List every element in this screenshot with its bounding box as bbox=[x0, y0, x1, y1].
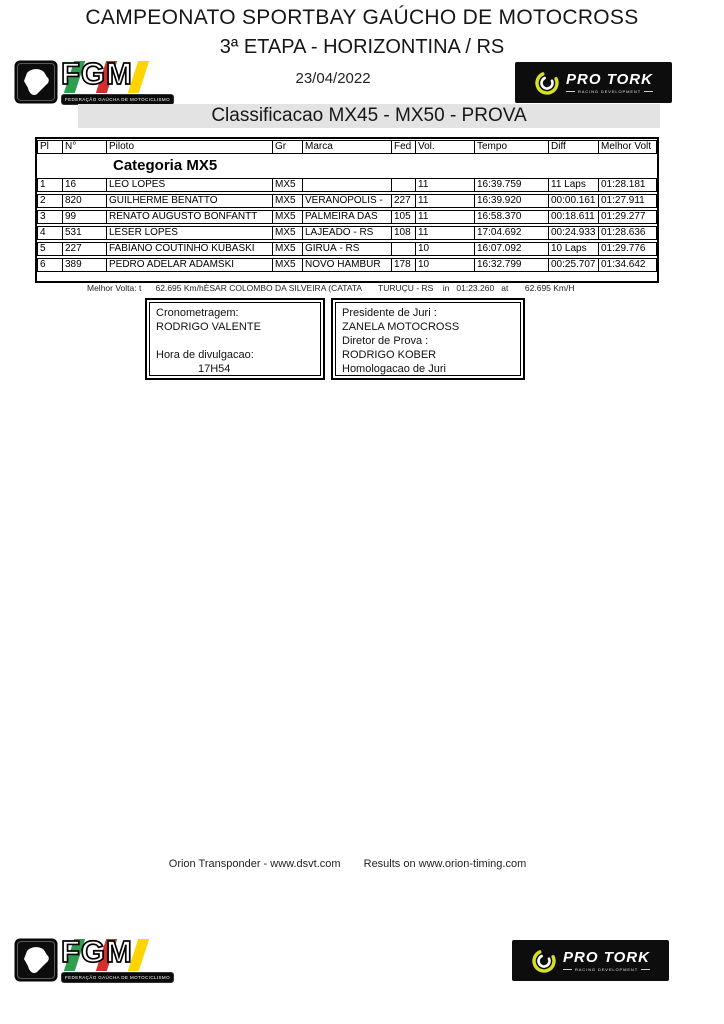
cell-vol: 11 bbox=[416, 210, 475, 224]
jury-president-label: Presidente de Juri : bbox=[342, 307, 437, 319]
jury-info-box bbox=[331, 298, 525, 380]
cell-pl: 5 bbox=[37, 242, 63, 256]
fgm-wordmark: FGM bbox=[61, 56, 133, 91]
event-date: 23/04/2022 bbox=[295, 70, 371, 87]
result-row bbox=[37, 242, 657, 256]
cell-number: 99 bbox=[63, 210, 107, 224]
cell-tempo: 17:04.692 bbox=[475, 226, 549, 240]
result-row bbox=[37, 258, 657, 272]
cell-tempo: 16:39.759 bbox=[475, 178, 549, 192]
page-subtitle: 3ª ETAPA - HORIZONTINA / RS bbox=[219, 36, 505, 58]
tagline-rule-left bbox=[563, 969, 572, 970]
cell-piloto: LEO LOPES bbox=[107, 178, 273, 192]
cell-number: 820 bbox=[63, 194, 107, 208]
cell-diff: 00:25.707 bbox=[549, 258, 599, 272]
cell-fed: 108 bbox=[392, 226, 416, 240]
cell-piloto: RENATO AUGUSTO BONFANTT bbox=[107, 210, 273, 224]
protork-wordmark: PRO TORK bbox=[563, 948, 650, 966]
fgm-logo-bottom bbox=[14, 934, 170, 986]
fgm-state-map-icon bbox=[14, 60, 58, 104]
protork-logo-bottom bbox=[512, 940, 669, 981]
cell-diff: 11 Laps bbox=[549, 178, 599, 192]
protork-emblem-icon bbox=[534, 70, 560, 96]
result-row bbox=[37, 194, 657, 208]
cell-piloto: LESER LOPES bbox=[107, 226, 273, 240]
cell-marca: NOVO HAMBUR bbox=[303, 258, 392, 272]
result-row bbox=[37, 226, 657, 240]
results-site-credit: Results on www.orion-timing.com bbox=[363, 858, 527, 870]
cell-marca: LAJEADO - RS bbox=[303, 226, 392, 240]
result-row bbox=[37, 178, 657, 192]
cell-piloto: GUILHERME BENATTO bbox=[107, 194, 273, 208]
cell-gr: MX5 bbox=[273, 210, 303, 224]
cell-pl: 1 bbox=[37, 178, 63, 192]
table-header-row bbox=[37, 140, 657, 154]
cell-diff: 00:00.161 bbox=[549, 194, 599, 208]
cell-vol: 11 bbox=[416, 226, 475, 240]
publish-time-label: Hora de divulgacao: bbox=[156, 349, 254, 361]
cell-fed: 227 bbox=[392, 194, 416, 208]
cell-vol: 11 bbox=[416, 178, 475, 192]
cell-diff: 10 Laps bbox=[549, 242, 599, 256]
cell-number: 531 bbox=[63, 226, 107, 240]
tagline-rule-right bbox=[641, 969, 650, 970]
protork-tagline: RACING DEVELOPMENT bbox=[577, 88, 642, 94]
cell-tempo: 16:39.920 bbox=[475, 194, 549, 208]
tagline-rule-right bbox=[644, 91, 653, 92]
homologation-label: Homologacao de Juri bbox=[342, 363, 446, 375]
category-title: Categoria MX5 bbox=[113, 157, 218, 174]
cell-melhor-volt: 01:27.911 bbox=[599, 194, 657, 208]
fgm-banner-text: FEDERAÇÃO GAÚCHA DE MOTOCICLISMO bbox=[61, 94, 174, 105]
cell-diff: 00:24.933 bbox=[549, 226, 599, 240]
col-header-diff: Diff bbox=[549, 140, 599, 154]
fgm-banner-text: FEDERAÇÃO GAÚCHA DE MOTOCICLISMO bbox=[61, 972, 174, 983]
col-header-melhor-volt: Melhor Volt bbox=[599, 140, 657, 154]
page-title: CAMPEONATO SPORTBAY GAÚCHO DE MOTOCROSS bbox=[85, 6, 639, 29]
fgm-logo-top bbox=[14, 56, 170, 108]
cell-tempo: 16:07.092 bbox=[475, 242, 549, 256]
cell-vol: 11 bbox=[416, 194, 475, 208]
cell-gr: MX5 bbox=[273, 242, 303, 256]
protork-logo-top bbox=[515, 62, 672, 103]
cell-gr: MX5 bbox=[273, 226, 303, 240]
cell-melhor-volt: 01:29.277 bbox=[599, 210, 657, 224]
cell-number: 227 bbox=[63, 242, 107, 256]
cell-melhor-volt: 01:28.181 bbox=[599, 178, 657, 192]
category-row bbox=[37, 156, 657, 176]
cell-fed bbox=[392, 178, 416, 192]
cell-pl: 4 bbox=[37, 226, 63, 240]
cell-marca bbox=[303, 178, 392, 192]
col-header-marca: Marca bbox=[303, 140, 392, 154]
results-table-frame bbox=[35, 137, 659, 293]
cell-marca: GIRUÁ - RS bbox=[303, 242, 392, 256]
fgm-state-map-icon bbox=[14, 938, 58, 982]
result-row bbox=[37, 210, 657, 224]
timing-label: Cronometragem: bbox=[156, 307, 239, 319]
cell-fed bbox=[392, 242, 416, 256]
cell-pl: 2 bbox=[37, 194, 63, 208]
cell-number: 16 bbox=[63, 178, 107, 192]
col-header-gr: Gr bbox=[273, 140, 303, 154]
col-header-number: N° bbox=[63, 140, 107, 154]
race-director-name: RODRIGO KOBER bbox=[342, 349, 437, 361]
cell-gr: MX5 bbox=[273, 194, 303, 208]
cell-melhor-volt: 01:34.642 bbox=[599, 258, 657, 272]
publish-time-value: 17H54 bbox=[198, 363, 231, 375]
cell-number: 389 bbox=[63, 258, 107, 272]
protork-emblem-icon bbox=[531, 948, 557, 974]
cell-marca: VERANÓPOLIS - bbox=[303, 194, 392, 208]
col-header-fed: Fed bbox=[392, 140, 416, 154]
transponder-credit: Orion Transponder - www.dsvt.com bbox=[168, 858, 341, 870]
protork-tagline: RACING DEVELOPMENT bbox=[574, 966, 639, 972]
cell-vol: 10 bbox=[416, 242, 475, 256]
results-table bbox=[37, 138, 657, 274]
cell-tempo: 16:58.370 bbox=[475, 210, 549, 224]
cell-diff: 00:18.611 bbox=[549, 210, 599, 224]
cell-piloto: FABIANO COUTINHO KUBASKI bbox=[107, 242, 273, 256]
jury-president-name: ZANELA MOTOCROSS bbox=[342, 321, 460, 333]
cell-tempo: 16:32.799 bbox=[475, 258, 549, 272]
cell-gr: MX5 bbox=[273, 258, 303, 272]
footer-links bbox=[0, 858, 695, 870]
section-title: Classificacao MX45 - MX50 - PROVA bbox=[78, 104, 660, 128]
cell-melhor-volt: 01:29.776 bbox=[599, 242, 657, 256]
best-lap-note: Melhor Volta: t 62.695 Km/hÈSAR COLOMBO DA SILVEIRA (CATATA TURUÇU - RS in 01:23.260 at 62.695 Km/H bbox=[87, 283, 575, 293]
cell-vol: 10 bbox=[416, 258, 475, 272]
cell-melhor-volt: 01:28.636 bbox=[599, 226, 657, 240]
fgm-wordmark: FGM bbox=[61, 934, 133, 969]
col-header-piloto: Piloto bbox=[107, 140, 273, 154]
cell-piloto: PEDRO ADELAR ADAMSKI bbox=[107, 258, 273, 272]
col-header-pl: Pl bbox=[37, 140, 63, 154]
cell-pl: 6 bbox=[37, 258, 63, 272]
timing-info-box bbox=[145, 298, 325, 380]
cell-gr: MX5 bbox=[273, 178, 303, 192]
col-header-tempo: Tempo bbox=[475, 140, 549, 154]
spacer bbox=[156, 334, 314, 348]
cell-pl: 3 bbox=[37, 210, 63, 224]
cell-fed: 178 bbox=[392, 258, 416, 272]
cell-fed: 105 bbox=[392, 210, 416, 224]
race-director-label: Diretor de Prova : bbox=[342, 335, 429, 347]
cell-marca: PALMEIRA DAS bbox=[303, 210, 392, 224]
col-header-vol: Vol. bbox=[416, 140, 475, 154]
timing-name: RODRIGO VALENTE bbox=[156, 321, 261, 333]
tagline-rule-left bbox=[566, 91, 575, 92]
protork-wordmark: PRO TORK bbox=[566, 70, 653, 88]
